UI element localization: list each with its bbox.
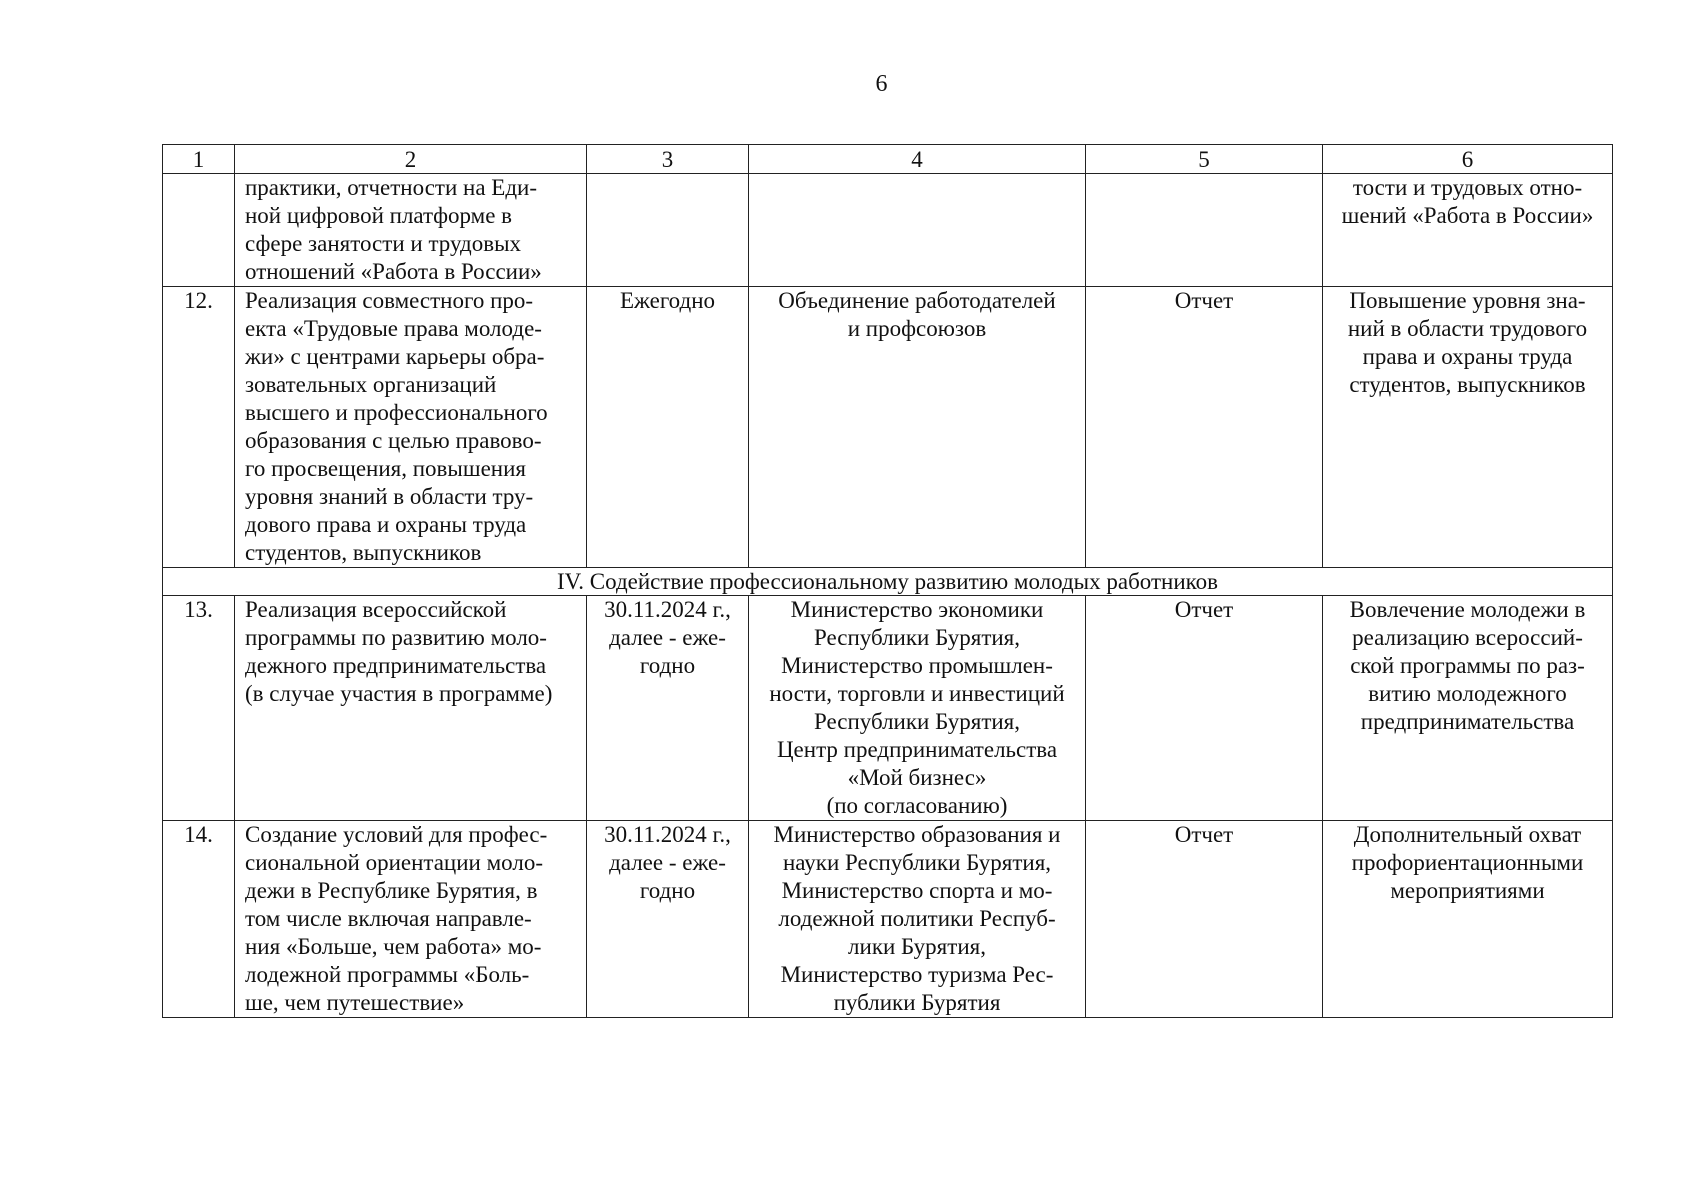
row-description: Реализация всероссийской программы по развитию моло- дежного предпринимательства (в случае участия в программе): [235, 596, 587, 821]
section-heading: IV. Содействие профессиональному развитию молодых работников: [163, 568, 1613, 596]
row-result: тости и трудовых отно- шений «Работа в России»: [1323, 174, 1613, 287]
row-responsible: [749, 174, 1086, 287]
table-row: [163, 821, 1613, 1018]
table-header-row: [163, 145, 1613, 174]
row-form: Отчет: [1086, 596, 1323, 821]
row-deadline: Ежегодно: [587, 287, 749, 568]
row-deadline: 30.11.2024 г., далее - еже- годно: [587, 596, 749, 821]
row-deadline: 30.11.2024 г., далее - еже- годно: [587, 821, 749, 1018]
row-number: 13.: [163, 596, 235, 821]
row-deadline: [587, 174, 749, 287]
row-result: Дополнительный охват профориентационными мероприятиями: [1323, 821, 1613, 1018]
column-header-6: 6: [1323, 145, 1613, 174]
row-result: Вовлечение молодежи в реализацию всероссий- ской программы по раз- витию молодежного предпринимательства: [1323, 596, 1613, 821]
row-description: Создание условий для профес- сиональной ориентации моло- дежи в Республике Бурятия, в том числе включая направле- ния «Больше, чем работа» мо- лодежной программы «Боль- ше, чем путешествие»: [235, 821, 587, 1018]
row-result: Повышение уровня зна- ний в области трудового права и охраны труда студентов, выпускников: [1323, 287, 1613, 568]
column-header-5: 5: [1086, 145, 1323, 174]
row-responsible: Министерство образования и науки Республики Бурятия, Министерство спорта и мо- лодежной политики Респуб- лики Бурятия, Министерство туризма Рес- публики Бурятия: [749, 821, 1086, 1018]
row-description: практики, отчетности на Еди- ной цифровой платформе в сфере занятости и трудовых отношений «Работа в России»: [235, 174, 587, 287]
table-row: [163, 174, 1613, 287]
row-number: 14.: [163, 821, 235, 1018]
column-header-1: 1: [163, 145, 235, 174]
table-row: [163, 287, 1613, 568]
row-description: Реализация совместного про- екта «Трудовые права молоде- жи» с центрами карьеры обра- зовательных организаций высшего и профессионального образования с целью правово- го просвещения, повышения уровня знаний в области тру- дового права и охраны труда студентов, выпускников: [235, 287, 587, 568]
row-number: 12.: [163, 287, 235, 568]
page-number: 6: [875, 71, 888, 97]
row-form: Отчет: [1086, 287, 1323, 568]
row-responsible: Объединение работодателей и профсоюзов: [749, 287, 1086, 568]
row-responsible: Министерство экономики Республики Бурятия, Министерство промышлен- ности, торговли и инвестиций Республики Бурятия, Центр предпринимательства «Мой бизнес» (по согласованию): [749, 596, 1086, 821]
row-form: Отчет: [1086, 821, 1323, 1018]
table-row: [163, 596, 1613, 821]
action-plan-table: [162, 144, 1613, 1018]
column-header-2: 2: [235, 145, 587, 174]
section-heading-row: [163, 568, 1613, 596]
column-header-3: 3: [587, 145, 749, 174]
row-form: [1086, 174, 1323, 287]
row-number: [163, 174, 235, 287]
column-header-4: 4: [749, 145, 1086, 174]
